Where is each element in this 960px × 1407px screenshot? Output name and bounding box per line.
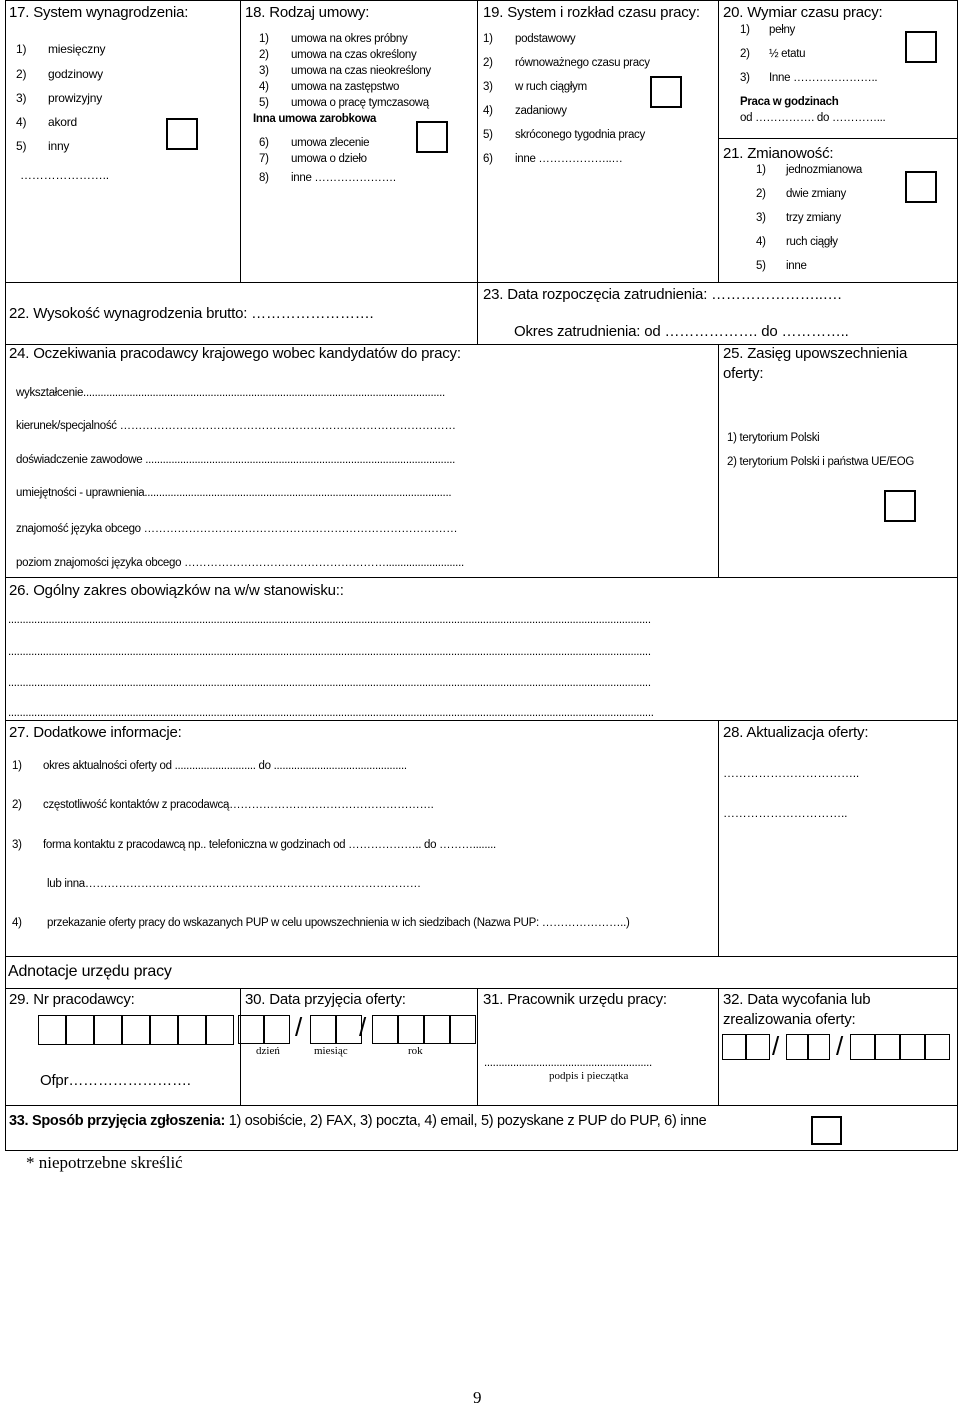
s18-label-8: inne ………………….: [291, 172, 396, 184]
s19-num-6: 6): [483, 153, 493, 165]
s27-validity: okres aktualności oferty od ............................ do ..............................................: [43, 760, 407, 772]
s18-label-5: umowa o pracę tymczasową: [291, 97, 429, 109]
section-24-title: 24. Oczekiwania pracodawcy krajowego wobec kandydatów do pracy:: [9, 345, 461, 362]
s28-line-1: ……………………………..: [723, 766, 860, 780]
divider-27-28: [718, 720, 719, 956]
year-digit-box[interactable]: [875, 1034, 900, 1060]
section-32-title-2: zrealizowania oferty:: [723, 1011, 856, 1028]
section-23-label: 23. Data rozpoczęcia zatrudnienia: …………………..….: [483, 286, 842, 303]
s21-label-5: inne: [786, 260, 807, 272]
s24-specialization: kierunek/specjalność ………………………………………………………………………………: [16, 420, 456, 432]
s17-num-5: 5): [16, 139, 27, 153]
s27-contact-frequency: częstotliwość kontaktów z pracodawcą……………………………………………….: [43, 799, 434, 811]
s21-label-1: jednozmianowa: [786, 164, 863, 176]
s19-checkbox[interactable]: [650, 76, 682, 108]
s17-label-5: inny: [48, 139, 70, 153]
s20-num-3: 3): [740, 72, 750, 84]
s20-label-1: pełny: [769, 24, 795, 36]
s17-label-4: akord: [48, 115, 78, 129]
digit-box[interactable]: [94, 1015, 122, 1045]
s27-pup-transfer: przekazanie oferty pracy do wskazanych PUP w celu upowszechnienia w ich siedzibach (Nazwa PUP: …………………..): [47, 917, 630, 929]
s27-num-2: 2): [12, 799, 22, 811]
s19-num-3: 3): [483, 81, 493, 93]
s26-line-1: ..............................................................................................................................................................................................................................: [8, 614, 651, 626]
section-18-title: 18. Rodzaj umowy:: [245, 4, 370, 21]
s20-label-2: ½ etatu: [769, 48, 806, 60]
s18-num-6: 6): [259, 137, 269, 149]
bottom-border: [5, 1150, 958, 1151]
s21-label-4: ruch ciągły: [786, 236, 838, 248]
s20-num-2: 2): [740, 48, 750, 60]
s30-month-label: miesiąc: [314, 1045, 348, 1057]
section-26-title: 26. Ogólny zakres obowiązków na w/w stanowisku::: [9, 582, 344, 599]
s21-num-5: 5): [756, 260, 766, 272]
section-33-title: 33. Sposób przyjęcia zgłoszenia:: [9, 1113, 226, 1129]
s18-num-2: 2): [259, 49, 269, 61]
section-21-title: 21. Zmianowość:: [723, 145, 834, 162]
month-digit-box[interactable]: [786, 1034, 808, 1060]
s21-num-1: 1): [756, 164, 766, 176]
section-29-title: 29. Nr pracodawcy:: [9, 991, 135, 1008]
s20-checkbox[interactable]: [905, 31, 937, 63]
s27-num-3: 3): [12, 839, 22, 851]
s27-contact-form: forma kontaktu z pracodawcą np.. telefoniczna w godzinach od ……………….. do ………........: [43, 839, 496, 851]
year-digit-box[interactable]: [398, 1015, 424, 1044]
date-separator: /: [772, 1031, 780, 1061]
s24-skills: umiejętności - uprawnienia..........................................................................................................: [16, 487, 452, 499]
s21-label-3: trzy zmiany: [786, 212, 841, 224]
section-30-title: 30. Data przyjęcia oferty:: [245, 991, 406, 1008]
section-17-title: 17. System wynagrodzenia:: [9, 4, 189, 21]
divider-24-25: [718, 344, 719, 577]
divider-row6: [5, 988, 958, 989]
digit-box[interactable]: [178, 1015, 206, 1045]
s24-language: znajomość języka obcego …………………………………………………………………………: [16, 523, 458, 535]
s24-education: wykształcenie.............................................................................................................................: [16, 387, 445, 399]
s25-item-2: 2) terytorium Polski i państwa UE/EOG: [727, 456, 915, 468]
s18-label-7: umowa o dzieło: [291, 153, 367, 165]
divider-row7: [5, 1105, 958, 1106]
left-border: [5, 0, 6, 1150]
s25-checkbox[interactable]: [884, 490, 916, 522]
s26-line-4: ...............................................................................................................................................................................................................................: [8, 707, 654, 719]
s19-num-1: 1): [483, 33, 493, 45]
s19-label-1: podstawowy: [515, 33, 576, 45]
s17-num-2: 2): [16, 67, 27, 81]
s19-num-2: 2): [483, 57, 493, 69]
divider-20-21: [718, 138, 958, 139]
s18-num-1: 1): [259, 33, 269, 45]
s19-label-2: równoważnego czasu pracy: [515, 57, 650, 69]
adnotacje-title: Adnotacje urzędu pracy: [8, 963, 172, 980]
year-digit-box[interactable]: [850, 1034, 875, 1060]
s18-label-3: umowa na czas nieokreślony: [291, 65, 431, 77]
s21-label-2: dwie zmiany: [786, 188, 846, 200]
day-digit-box[interactable]: [722, 1034, 746, 1060]
s24-language-level: poziom znajomości języka obcego ………………………………………………...........................: [16, 557, 464, 569]
s30-day-label: dzień: [256, 1045, 280, 1057]
footnote: * niepotrzebne skreślić: [26, 1153, 183, 1172]
s18-num-7: 7): [259, 153, 269, 165]
s18-label-2: umowa na czas określony: [291, 49, 417, 61]
divider-29-30: [240, 988, 241, 1105]
year-digit-box[interactable]: [900, 1034, 925, 1060]
s20-num-1: 1): [740, 24, 750, 36]
section-23-period: Okres zatrudnienia: od ………………. do …………..: [514, 323, 849, 340]
digit-box[interactable]: [150, 1015, 178, 1045]
s19-label-4: zadaniowy: [515, 105, 567, 117]
s17-num-1: 1): [16, 42, 27, 56]
section-19-title: 19. System i rozkład czasu pracy:: [483, 4, 700, 21]
divider-18-19: [477, 0, 478, 345]
s20-label-3: Inne …………………..: [769, 72, 878, 84]
s18-num-4: 4): [259, 81, 269, 93]
s17-label-1: miesięczny: [48, 42, 106, 56]
s19-num-5: 5): [483, 129, 493, 141]
section-27-title: 27. Dodatkowe informacje:: [9, 724, 182, 741]
s27-or-other: lub inna………………………………………………………………………………: [47, 878, 421, 890]
s18-label-4: umowa na zastępstwo: [291, 81, 400, 93]
s18-label-6: umowa zlecenie: [291, 137, 370, 149]
s18-label-1: umowa na okres próbny: [291, 33, 408, 45]
top-border: [5, 0, 958, 1]
s21-checkbox[interactable]: [905, 171, 937, 203]
s17-dots: …………………..: [20, 168, 109, 182]
s18-num-5: 5): [259, 97, 269, 109]
section-31-title: 31. Pracownik urzędu pracy:: [483, 991, 667, 1008]
divider-31-32: [718, 988, 719, 1105]
s27-num-1: 1): [12, 760, 22, 772]
s31-signature-label: podpis i pieczątka: [549, 1070, 629, 1082]
digit-box[interactable]: [206, 1015, 234, 1045]
s17-num-3: 3): [16, 91, 27, 105]
digit-box[interactable]: [66, 1015, 94, 1045]
divider-30-31: [477, 988, 478, 1105]
s18-num-3: 3): [259, 65, 269, 77]
s33-checkbox[interactable]: [811, 1116, 842, 1145]
divider-19-20: [718, 0, 719, 283]
s17-num-4: 4): [16, 115, 27, 129]
s25-item-1: 1) terytorium Polski: [727, 432, 820, 444]
s19-label-6: inne ………………..…: [515, 153, 623, 165]
section-28-title: 28. Aktualizacja oferty:: [723, 724, 869, 741]
divider-17-18: [240, 0, 241, 282]
section-22-label: 22. Wysokość wynagrodzenia brutto: …………………….: [9, 305, 374, 322]
right-border: [957, 0, 958, 1150]
section-25-title-1: 25. Zasięg upowszechnienia: [723, 345, 908, 362]
s21-num-2: 2): [756, 188, 766, 200]
s18-other-heading: Inna umowa zarobkowa: [253, 113, 377, 125]
s19-label-5: skróconego tygodnia pracy: [515, 129, 645, 141]
digit-box[interactable]: [122, 1015, 150, 1045]
s18-checkbox[interactable]: [416, 121, 448, 153]
s29-ofpr: Ofpr…………………….: [40, 1072, 191, 1089]
s26-line-2: ..............................................................................................................................................................................................................................: [8, 646, 651, 658]
divider-row5: [5, 956, 958, 957]
section-33-options: 1) osobiście, 2) FAX, 3) poczta, 4) email, 5) pozyskane z PUP do PUP, 6) inne: [225, 1113, 707, 1129]
month-digit-box[interactable]: [808, 1034, 830, 1060]
date-separator: /: [836, 1031, 844, 1061]
s28-line-2: …………………………..: [723, 806, 848, 820]
s30-year-label: rok: [408, 1045, 423, 1057]
date-separator: /: [359, 1012, 367, 1042]
s21-num-3: 3): [756, 212, 766, 224]
divider-row1-right: [477, 282, 958, 283]
section-20-title: 20. Wymiar czasu pracy:: [723, 4, 883, 21]
year-digit-box[interactable]: [925, 1034, 950, 1060]
s20-hours-range: od ……………. do …………...: [740, 112, 886, 124]
year-digit-box[interactable]: [372, 1015, 398, 1044]
divider-row4: [5, 720, 958, 721]
s19-num-4: 4): [483, 105, 493, 117]
year-digit-box[interactable]: [450, 1015, 476, 1044]
s21-num-4: 4): [756, 236, 766, 248]
s18-num-8: 8): [259, 172, 269, 184]
digit-box[interactable]: [38, 1015, 66, 1045]
s26-line-3: ..............................................................................................................................................................................................................................: [8, 677, 651, 689]
s20-hours-heading: Praca w godzinach: [740, 96, 839, 108]
section-32-title-1: 32. Data wycofania lub: [723, 991, 871, 1008]
s24-experience: doświadczenie zawodowe ...........................................................................................................: [16, 454, 456, 466]
month-digit-box[interactable]: [310, 1015, 336, 1044]
s17-label-2: godzinowy: [48, 67, 103, 81]
day-digit-box[interactable]: [238, 1015, 264, 1044]
divider-row1-17: [5, 282, 477, 283]
day-digit-box[interactable]: [746, 1034, 770, 1060]
divider-row3: [5, 577, 958, 578]
section-25-title-2: oferty:: [723, 365, 764, 382]
date-separator: /: [295, 1012, 303, 1042]
s17-checkbox[interactable]: [166, 118, 198, 150]
s17-label-3: prowizyjny: [48, 91, 103, 105]
section-33-row: [9, 1113, 706, 1129]
day-digit-box[interactable]: [264, 1015, 290, 1044]
year-digit-box[interactable]: [424, 1015, 450, 1044]
page-number: 9: [473, 1388, 482, 1407]
s27-num-4: 4): [12, 917, 22, 929]
s19-label-3: w ruch ciągłym: [515, 81, 587, 93]
s31-signature-line: ..........................................................: [484, 1057, 652, 1069]
